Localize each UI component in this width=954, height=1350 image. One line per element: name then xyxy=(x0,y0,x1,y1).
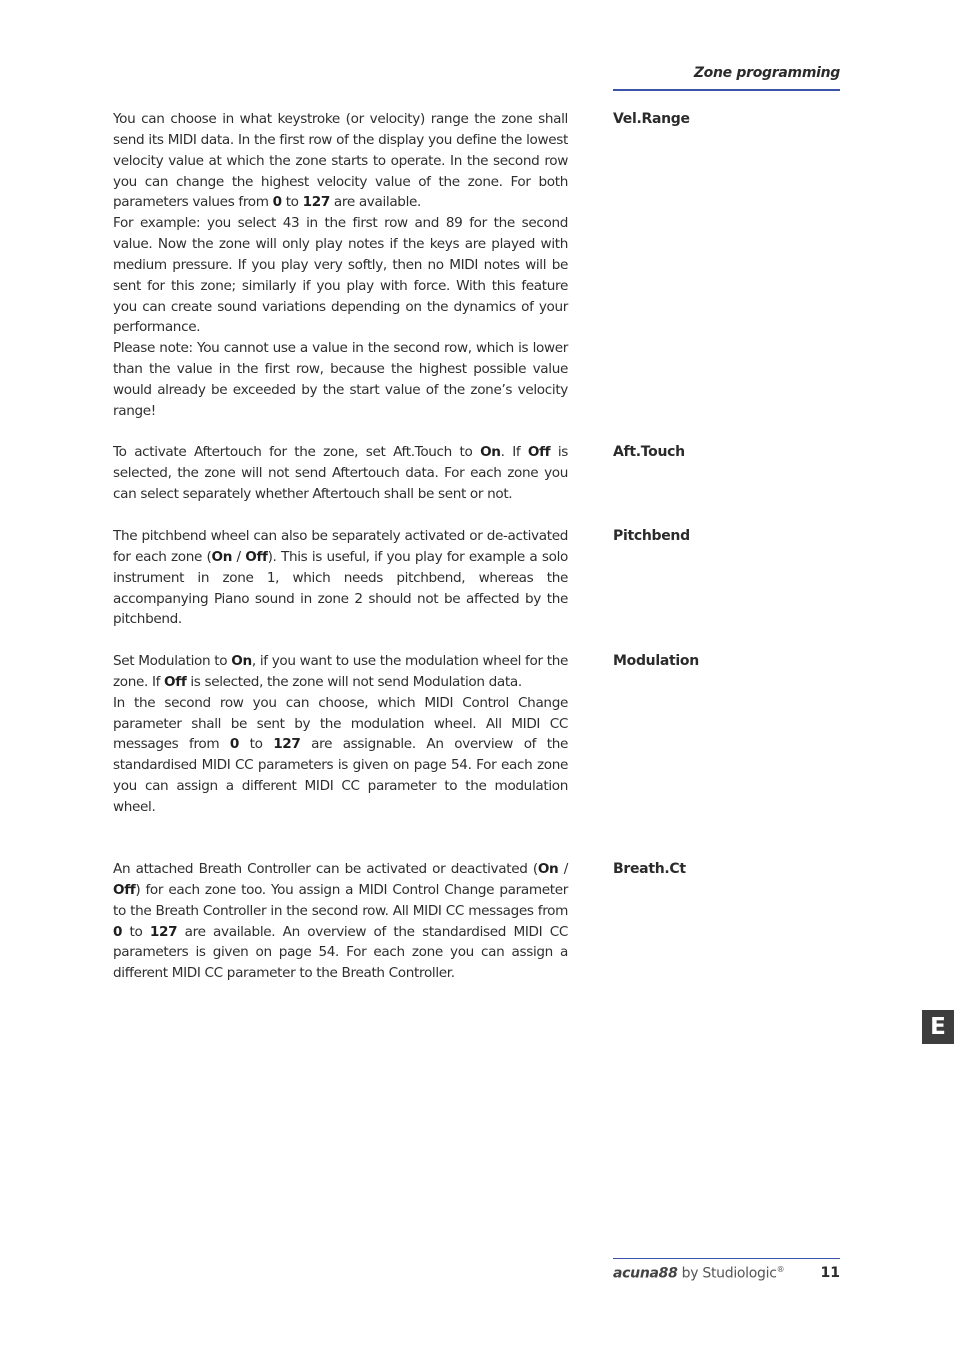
text-run: ). This is useful, if you play for example a solo instrument in zone 1, which needs pitchbend, whereas the accompanying Piano sound in zone 2 should not be affected by the pitchbend. xyxy=(113,548,568,628)
text-run: are available. An overview of the standardised MIDI CC parameters is given on page 54. For each zone you can assign a different MIDI CC parameter to the Breath Controller. xyxy=(113,923,568,982)
text-run: Set Modulation to xyxy=(113,653,232,669)
bold-value: 127 xyxy=(273,736,301,753)
body-paragraph xyxy=(113,526,568,630)
text-run: You can choose in what keystroke (or velocity) range the zone shall send its MIDI data. In the first row of the display you define the lowest velocity value at which the zone starts to operate. In the second row you can change the highest velocity value of the zone. For both parameters values from xyxy=(113,111,568,211)
body-paragraph xyxy=(113,442,568,505)
body-paragraph xyxy=(113,213,568,338)
section-body xyxy=(113,859,568,984)
section-breath-ct xyxy=(113,859,840,984)
section-label: Vel.Range xyxy=(613,111,690,127)
footer-by-text: by Studiologic xyxy=(677,1265,777,1282)
body-paragraph xyxy=(113,338,568,421)
footer-product-name: acuna88 xyxy=(613,1265,678,1282)
body-paragraph xyxy=(113,693,568,818)
text-run: , if you want to use the modulation wheel for the zone. If xyxy=(113,653,568,690)
body-paragraph xyxy=(113,109,568,213)
text-run: are assignable. An overview of the standardised MIDI CC parameters is given on page 54. For each zone you can assign a different MIDI CC parameter to the modulation wheel. xyxy=(113,736,568,815)
text-run: is selected, the zone will not send Modulation data. xyxy=(186,673,522,690)
bold-value: On xyxy=(537,861,559,877)
bold-value: On xyxy=(211,548,233,565)
text-run: is selected, the zone will not send Aftertouch data. For each zone you can select separately whether Aftertouch shall be sent or not. xyxy=(113,444,568,502)
footer-divider xyxy=(613,1258,840,1259)
text-run: In the second row you can choose, which MIDI Control Change parameter shall be sent by the modulation wheel. All MIDI CC messages from xyxy=(113,694,568,753)
text-run: to xyxy=(122,923,150,940)
bold-value: Off xyxy=(527,444,551,460)
text-run: to xyxy=(281,194,303,211)
section-body xyxy=(113,109,568,422)
section-label: Aft.Touch xyxy=(613,444,685,460)
text-run: / xyxy=(232,548,246,565)
section-label: Modulation xyxy=(613,653,699,669)
header-divider xyxy=(613,89,840,91)
bold-value: Off xyxy=(113,881,136,898)
section-body xyxy=(113,651,568,818)
text-run: ) for each zone too. You assign a MIDI Control Change parameter to the Breath Controller in the second row. All MIDI CC messages from xyxy=(113,881,568,919)
section-label: Pitchbend xyxy=(613,528,690,544)
section-body xyxy=(113,526,568,630)
bold-value: 0 xyxy=(113,923,123,940)
bold-value: 0 xyxy=(229,736,239,753)
bold-value: On xyxy=(231,653,252,669)
text-run: / xyxy=(558,861,569,877)
bold-value: On xyxy=(480,444,501,460)
running-header-title: Zone programming xyxy=(693,65,840,81)
section-vel-range xyxy=(113,109,840,422)
registered-mark: ® xyxy=(776,1265,785,1274)
section-modulation xyxy=(113,651,840,818)
section-label: Breath.Ct xyxy=(613,861,686,877)
text-run: Please note: You cannot use a value in the second row, which is lower than the value in the first row, because the highest possible value would already be exceeded by the start value of the zone’s velocity range! xyxy=(113,340,568,419)
page-number: 11 xyxy=(820,1265,840,1281)
bold-value: 0 xyxy=(272,194,282,211)
footer-brand xyxy=(613,1265,784,1282)
text-run: The pitchbend wheel can also be separately activated or de-activated for each zone ( xyxy=(113,528,568,565)
text-run: For example: you select 43 in the first row and 89 for the second value. Now the zone will only play notes if the keys are played with medium pressure. If you play very softly, then no MIDI notes will be sent for this zone; similarly if you play with force. With this feature you can create sound variations depending on the dynamics of your performance. xyxy=(113,215,568,336)
text-run: To activate Aftertouch for the zone, set Aft.Touch to xyxy=(113,444,481,460)
bold-value: 127 xyxy=(302,194,330,211)
section-pitchbend xyxy=(113,526,840,630)
text-run: . If xyxy=(500,444,528,460)
text-run: to xyxy=(238,736,274,753)
bold-value: Off xyxy=(164,673,187,690)
section-body xyxy=(113,442,568,505)
bold-value: 127 xyxy=(149,923,178,940)
section-aft-touch xyxy=(113,442,840,505)
text-run: An attached Breath Controller can be activated or deactivated ( xyxy=(113,861,538,877)
bold-value: Off xyxy=(245,548,268,565)
body-paragraph xyxy=(113,651,568,693)
text-run: are available. xyxy=(329,194,421,211)
body-paragraph xyxy=(113,859,568,984)
language-tab-marker: E xyxy=(922,1010,954,1044)
